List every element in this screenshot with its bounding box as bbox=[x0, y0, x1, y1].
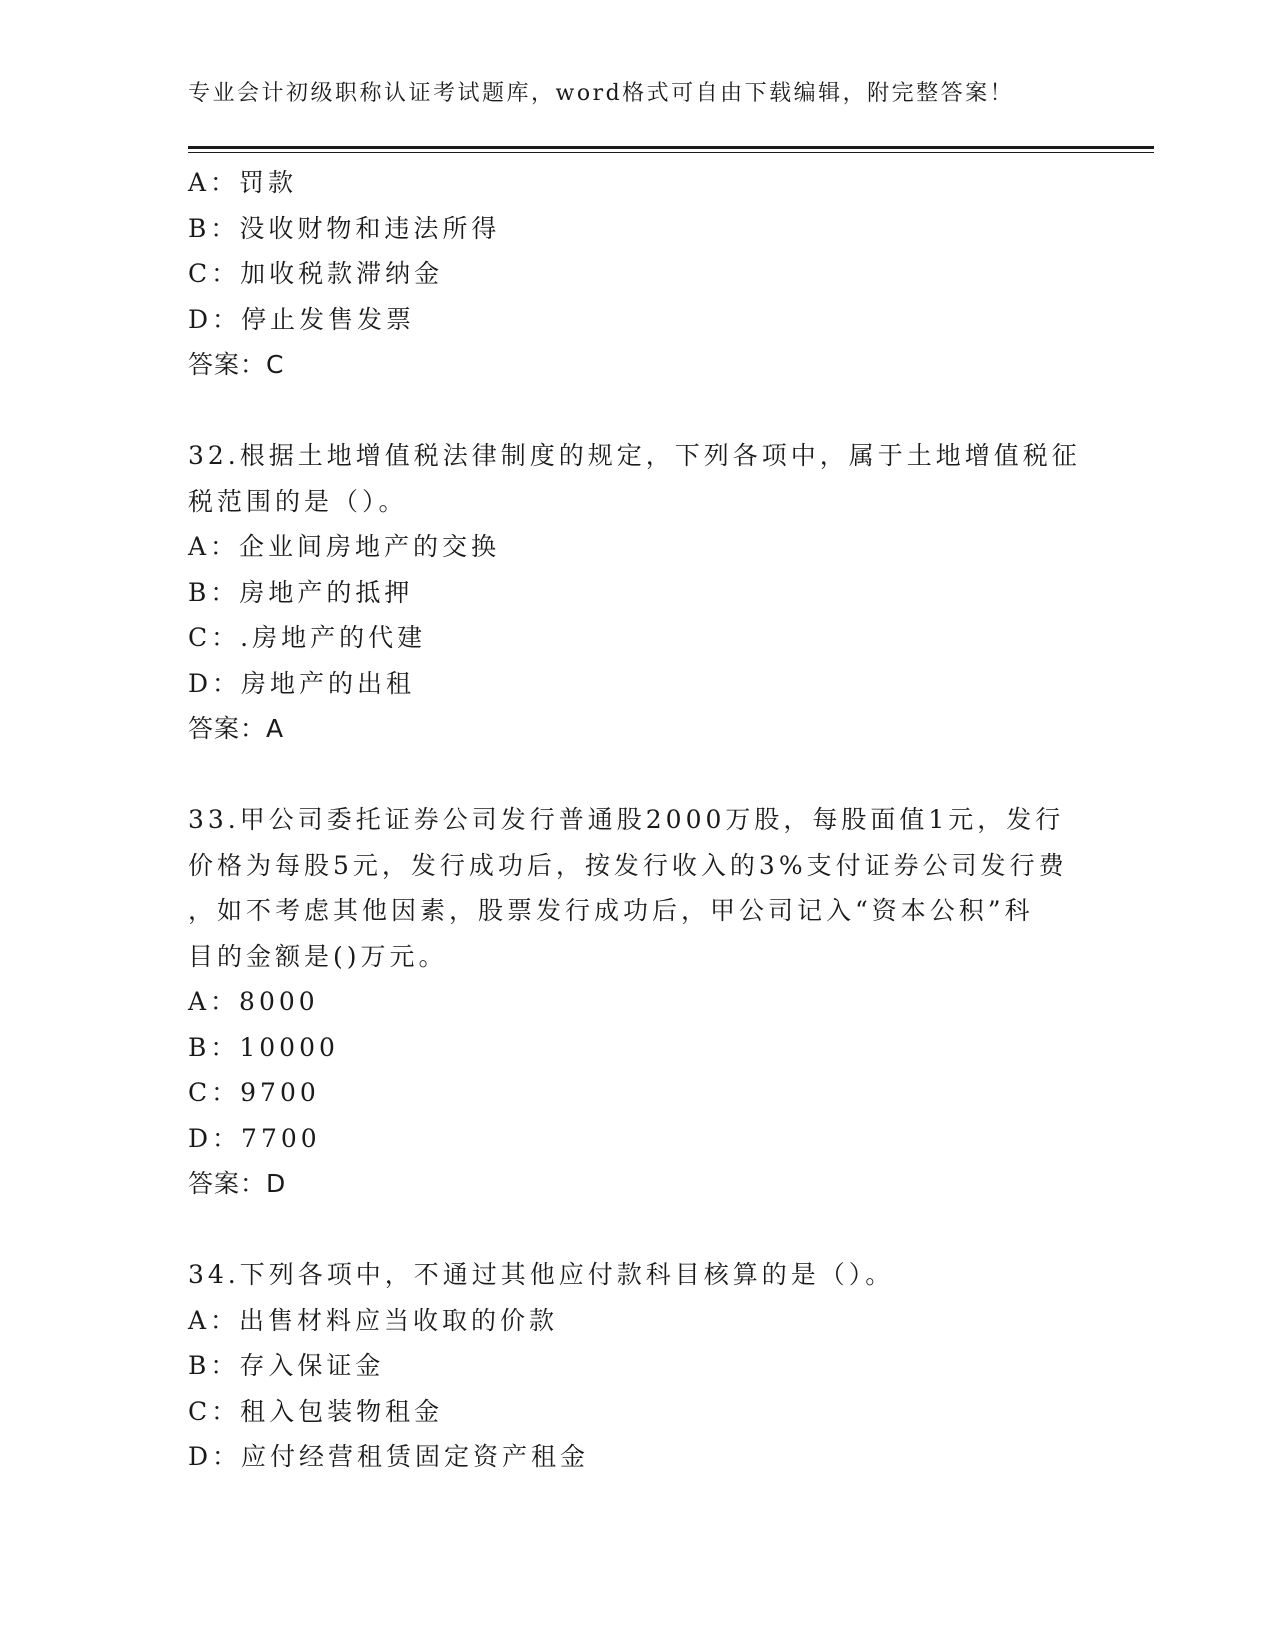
spacer bbox=[188, 1207, 1088, 1253]
question-stem-line: 33.甲公司委托证券公司发行普通股2000万股，每股面值1元，发行 bbox=[188, 805, 1065, 834]
question-31 bbox=[188, 160, 1088, 388]
option-d: D：房地产的出租 bbox=[188, 668, 416, 698]
option-b: B：房地产的抵押 bbox=[188, 577, 414, 607]
option-c: C：加收税款滞纳金 bbox=[188, 259, 444, 288]
option-b: B：10000 bbox=[188, 1032, 339, 1062]
question-32 bbox=[188, 433, 1088, 752]
spacer bbox=[188, 752, 1088, 798]
answer: 答案：A bbox=[188, 714, 285, 743]
option-d: D：停止发售发票 bbox=[188, 304, 416, 334]
option-d: D：应付经营租赁固定资产租金 bbox=[188, 1442, 590, 1471]
spacer bbox=[188, 388, 1088, 434]
question-stem-line: ，如不考虑其他因素，股票发行成功后，甲公司记入“资本公积”科 bbox=[188, 896, 1034, 925]
answer: 答案：C bbox=[188, 350, 285, 379]
document-body bbox=[188, 160, 1088, 1480]
answer: 答案：D bbox=[188, 1169, 287, 1198]
option-c: C：租入包装物租金 bbox=[188, 1396, 444, 1426]
question-stem-line: 34.下列各项中，不通过其他应付款科目核算的是（）。 bbox=[188, 1260, 895, 1289]
question-34 bbox=[188, 1252, 1088, 1480]
option-a: A：出售材料应当收取的价款 bbox=[188, 1305, 559, 1335]
option-d: D：7700 bbox=[188, 1123, 321, 1153]
option-c: C：.房地产的代建 bbox=[188, 623, 427, 652]
option-c: C：9700 bbox=[188, 1078, 320, 1107]
option-a: A：罚款 bbox=[188, 168, 298, 197]
question-stem-line: 价格为每股5元，发行成功后，按发行收入的3%支付证券公司发行费 bbox=[188, 850, 1068, 880]
option-a: A：8000 bbox=[188, 987, 319, 1016]
option-a: A：企业间房地产的交换 bbox=[188, 532, 501, 561]
option-b: B：没收财物和违法所得 bbox=[188, 213, 501, 243]
question-stem-line: 税范围的是（）。 bbox=[188, 486, 408, 516]
question-stem-line: 32.根据土地增值税法律制度的规定，下列各项中，属于土地增值税征 bbox=[188, 441, 1081, 470]
header-rule-thin bbox=[188, 152, 1154, 153]
option-b: B：存入保证金 bbox=[188, 1351, 385, 1380]
question-stem-line: 目的金额是()万元。 bbox=[188, 941, 448, 971]
header-rule-thick bbox=[188, 146, 1154, 149]
document-header: 专业会计初级职称认证考试题库，word格式可自由下载编辑，附完整答案！ bbox=[188, 81, 1015, 106]
question-33 bbox=[188, 797, 1088, 1207]
